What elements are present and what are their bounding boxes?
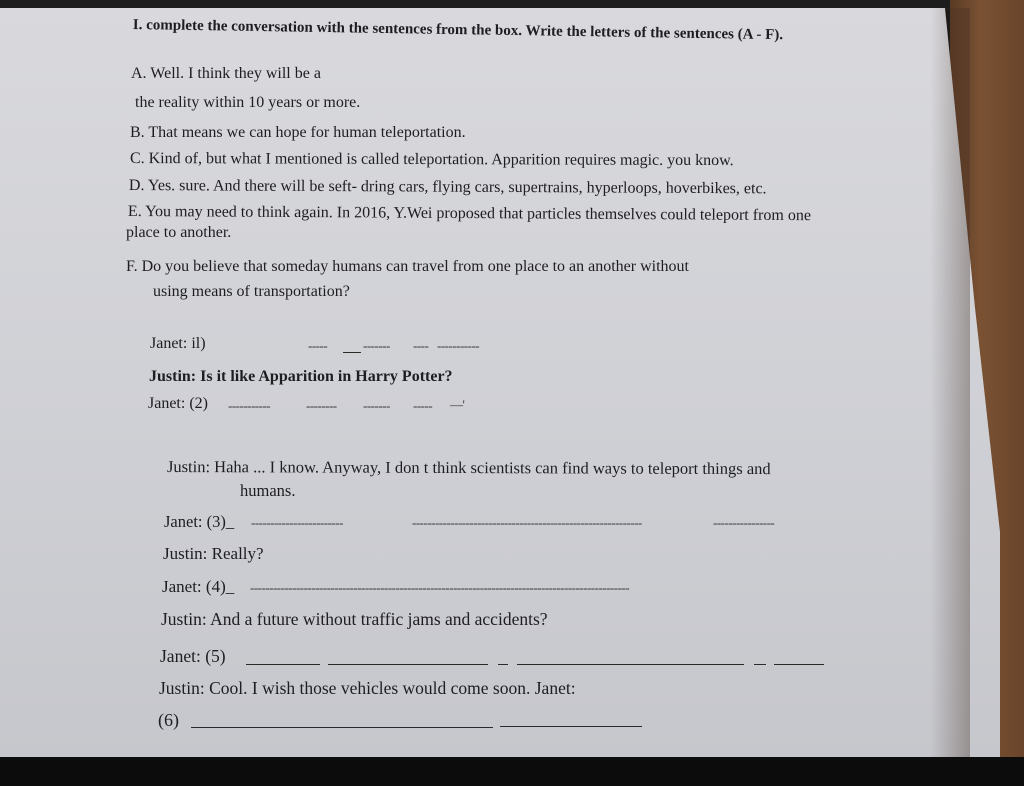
dialogue-justin-3: Justin: Really? — [163, 544, 264, 563]
answer-blank-6b — [500, 726, 642, 727]
dialogue-justin-1: Justin: Is it like Apparition in Harry Potter? — [149, 368, 453, 385]
answer-blank-4: --------------------------------------------------------------------------------------------------- — [250, 580, 630, 595]
answer-blank-3a: ------------------------ — [251, 515, 343, 530]
dialogue-justin-2-line1: Justin: Haha ... I know. Anyway, I don t think scientists can find ways to teleport things and — [166, 457, 771, 479]
dialogue-janet-5: Janet: (5) — [160, 646, 226, 666]
dialogue-justin-5: Justin: Cool. I wish those vehicles would come soon. Janet: — [159, 678, 576, 698]
dialogue-janet-4: Janet: (4)_ — [162, 577, 235, 596]
answer-blank-5e — [754, 664, 766, 665]
answer-blank-1a: ----- — [308, 338, 328, 353]
answer-blank-1d: ----------- — [437, 338, 480, 353]
option-c: C. Kind of, but what I mentioned is called teleportation. Apparition requires magic. you know. — [129, 150, 734, 170]
answer-blank-6a — [191, 727, 493, 728]
paper-edge-shadow — [930, 8, 970, 757]
dialogue-janet-2: Janet: (2) — [148, 395, 208, 412]
answer-blank-2b: -------- — [306, 398, 337, 413]
answer-blank-5c — [498, 664, 508, 665]
answer-blank-5d — [517, 664, 744, 665]
answer-blank-3c: ---------------- — [713, 515, 775, 530]
option-e-line1: E. You may need to think again. In 2016, Y.Wei proposed that particles themselves could teleport from one — [127, 203, 812, 225]
option-d: D. Yes. sure. And there will be seft- dring cars, flying cars, supertrains, hyperloops, hoverbikes, etc. — [128, 177, 767, 198]
dialogue-justin-2-line2: humans. — [240, 481, 296, 500]
answer-blank-1-underscore — [343, 352, 361, 353]
option-f-line1: F. Do you believe that someday humans can travel from one place to an another without — [126, 258, 689, 275]
option-f-line2: using means of transportation? — [153, 283, 350, 300]
answer-blank-5b — [328, 664, 488, 665]
answer-blank-2a: ----------- — [228, 398, 271, 413]
answer-blank-5a — [246, 664, 320, 665]
option-a-line2: the reality within 10 years or more. — [135, 94, 361, 111]
option-e-line2: place to another. — [126, 224, 232, 241]
answer-blank-1b: ------- — [363, 338, 390, 353]
instruction-heading: I. complete the conversation with the sentences from the box. Write the letters of the sentences (A - F). — [132, 17, 784, 44]
answer-blank-2c: ------- — [363, 398, 390, 413]
answer-blank-2d: ----- — [413, 398, 433, 413]
dialogue-janet-1: Janet: il) — [150, 335, 206, 352]
answer-blank-3b: ------------------------------------------------------------ — [412, 515, 642, 530]
dialogue-janet-6-label: (6) — [158, 710, 179, 730]
option-a-line1: A. Well. I think they will be a — [131, 65, 321, 82]
photo-border-bottom — [0, 757, 1024, 786]
dialogue-justin-4: Justin: And a future without traffic jams and accidents? — [161, 609, 548, 629]
option-b: B. That means we can hope for human teleportation. — [130, 124, 466, 141]
answer-blank-1c: ---- — [413, 338, 429, 353]
dialogue-janet-3: Janet: (3)_ — [164, 512, 235, 531]
answer-blank-2e: —' — [450, 397, 465, 412]
answer-blank-5f — [774, 664, 824, 665]
